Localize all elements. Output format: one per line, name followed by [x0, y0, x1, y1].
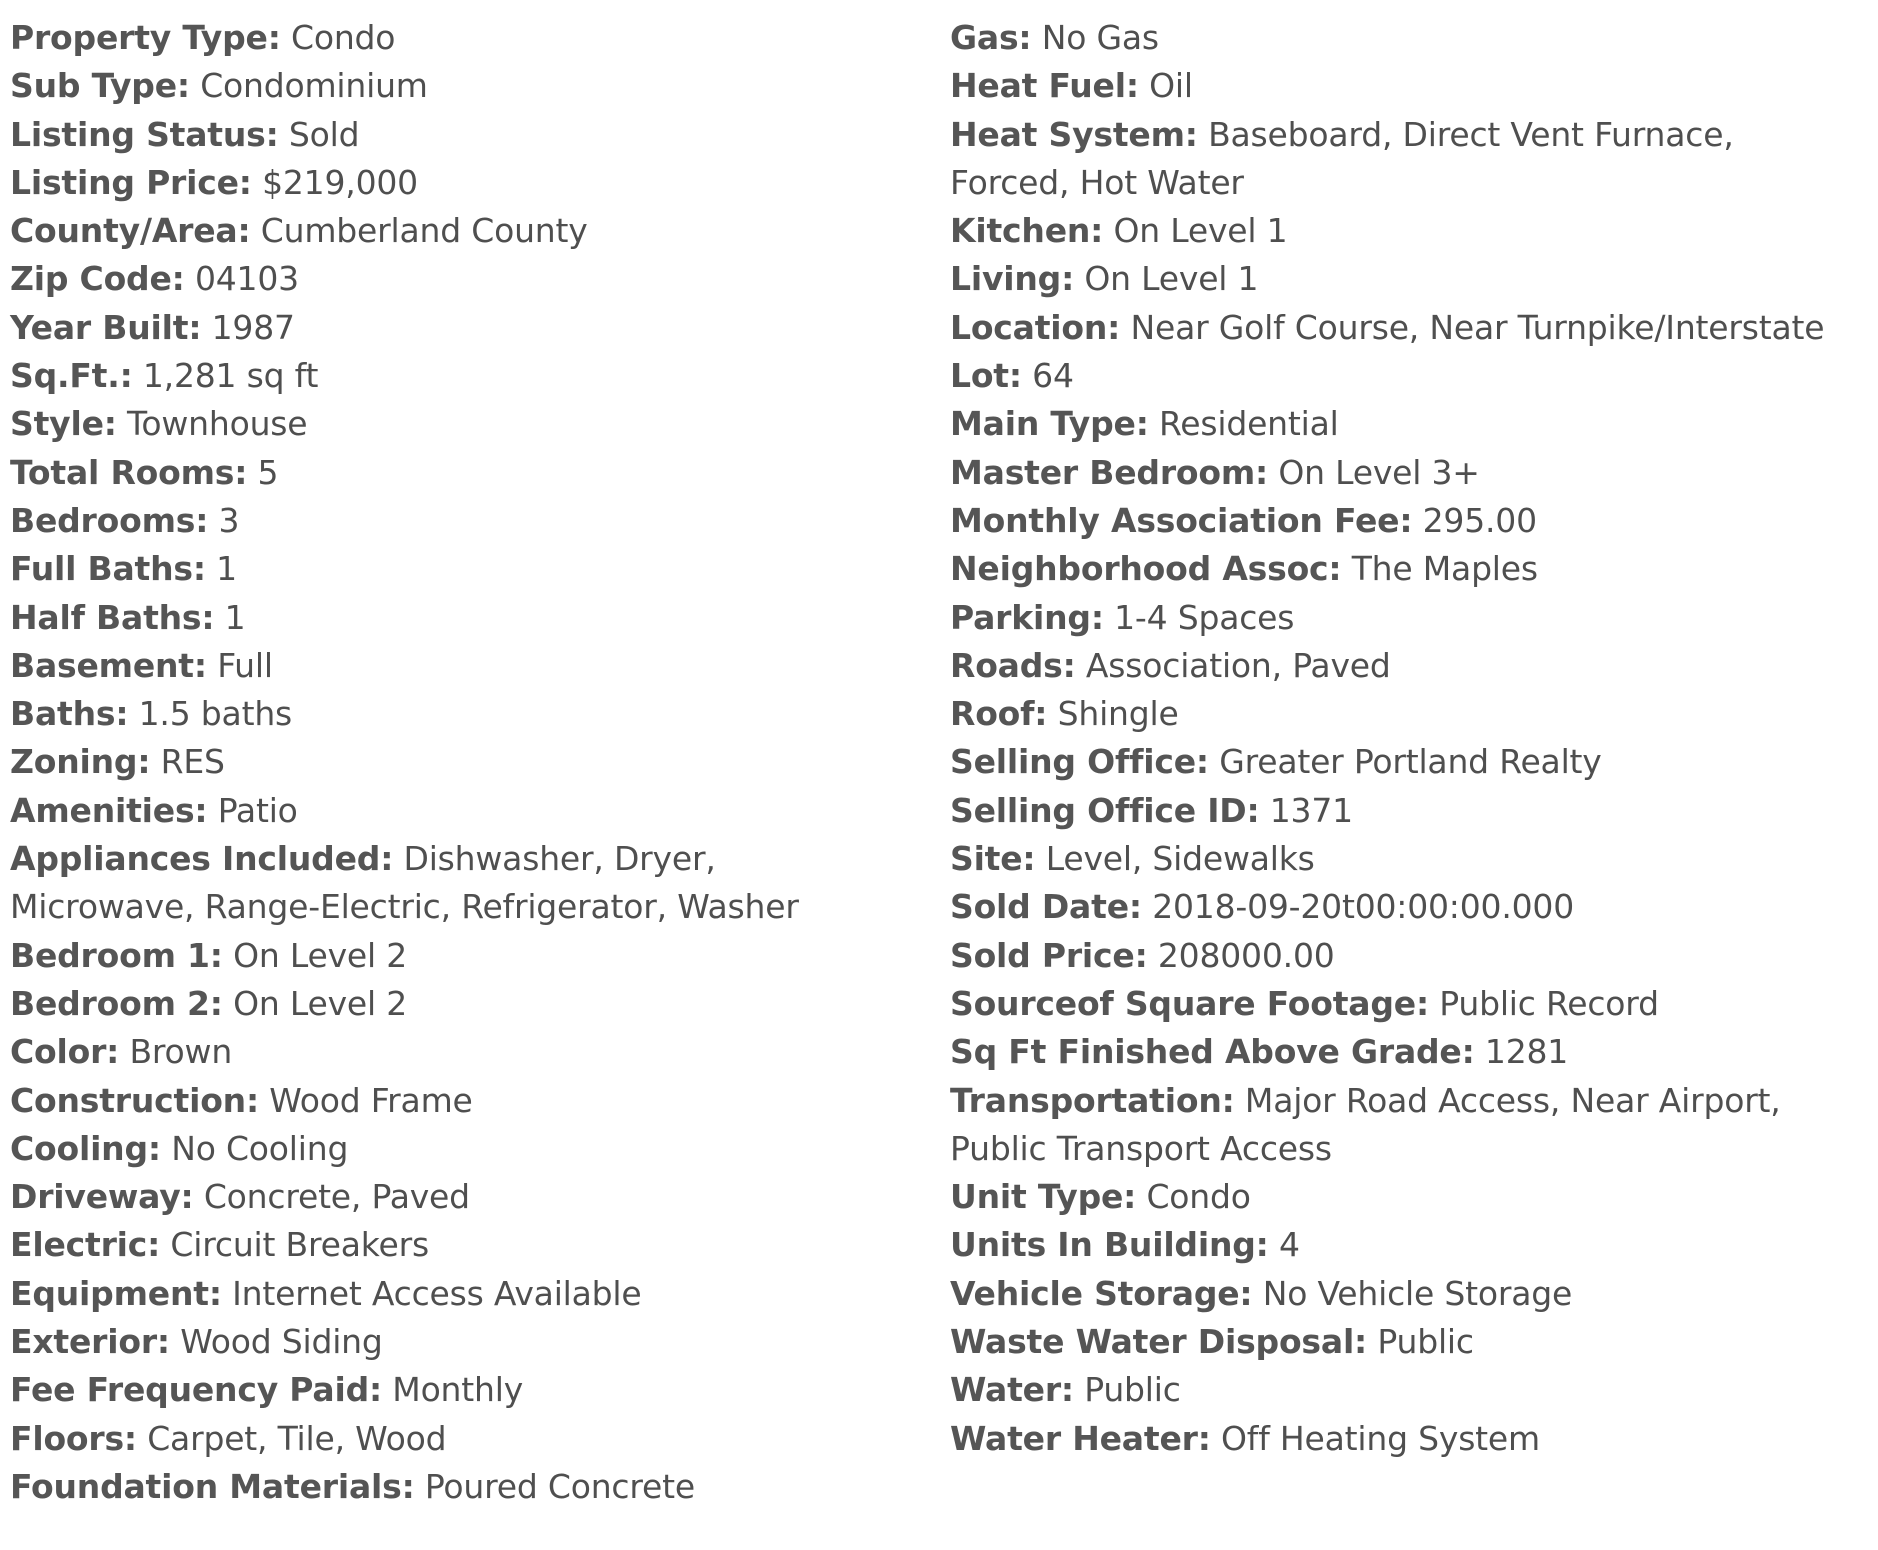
detail-amenities: [10, 787, 870, 835]
detail-value: 04103: [194, 259, 299, 299]
detail-label: Unit Type:: [950, 1177, 1137, 1217]
detail-label: Equipment:: [10, 1273, 222, 1313]
detail-color: [10, 1028, 870, 1076]
detail-value: Patio: [217, 790, 298, 830]
detail-label: Lot:: [950, 356, 1022, 396]
detail-label: Baths:: [10, 694, 129, 734]
detail-value: 1: [224, 597, 246, 637]
detail-gas: [950, 14, 1850, 62]
detail-lot: [950, 352, 1850, 400]
detail-value: Greater Portland Realty: [1219, 742, 1602, 782]
detail-label: Neighborhood Assoc:: [950, 549, 1342, 589]
detail-value: Public: [1084, 1370, 1181, 1410]
detail-value: Condo: [291, 18, 396, 57]
detail-site: [950, 835, 1850, 883]
detail-value: No Vehicle Storage: [1262, 1273, 1573, 1313]
detail-value: 1.5 baths: [138, 694, 293, 734]
detail-selling-office: [950, 738, 1850, 786]
detail-value: Condominium: [200, 66, 428, 106]
detail-label: Location:: [950, 307, 1121, 347]
detail-label: County/Area:: [10, 211, 251, 251]
property-details: [10, 14, 1860, 1511]
detail-label: Selling Office ID:: [950, 790, 1260, 830]
detail-value: The Maples: [1351, 549, 1538, 589]
detail-label: Fee Frequency Paid:: [10, 1370, 382, 1410]
detail-value: Townhouse: [127, 404, 308, 444]
detail-listing-price: [10, 159, 870, 207]
detail-label: Appliances Included:: [10, 839, 394, 879]
detail-bedrooms: [10, 497, 870, 545]
detail-waste-water-disposal: [950, 1318, 1850, 1366]
detail-label: Full Baths:: [10, 549, 206, 589]
detail-vehicle-storage: [950, 1270, 1850, 1318]
detail-label: Cooling:: [10, 1128, 161, 1168]
detail-label: Amenities:: [10, 790, 208, 830]
detail-value: Baseboard, Direct Vent Furnace, Forced, Hot Water: [950, 114, 1734, 202]
detail-label: Property Type:: [10, 18, 281, 57]
detail-value: Cumberland County: [260, 211, 588, 251]
detail-value: Dishwasher, Dryer, Microwave, Range-Electric, Refrigerator, Washer: [10, 839, 799, 927]
detail-zip-code: [10, 255, 870, 303]
detail-label: Sold Date:: [950, 887, 1142, 927]
detail-foundation-materials: [10, 1463, 870, 1511]
detail-label: Color:: [10, 1032, 120, 1072]
detail-value: Internet Access Available: [232, 1273, 642, 1313]
detail-location: [950, 304, 1850, 352]
detail-equipment: [10, 1270, 870, 1318]
detail-label: Listing Price:: [10, 162, 252, 202]
detail-sq-ft-finished-above-grade: [950, 1028, 1850, 1076]
detail-transportation: [950, 1077, 1850, 1174]
detail-value: 64: [1032, 356, 1074, 396]
detail-listing-status: [10, 111, 870, 159]
detail-total-rooms: [10, 449, 870, 497]
detail-appliances-included: [10, 835, 870, 932]
detail-label: Zip Code:: [10, 259, 185, 299]
detail-source-of-square-footage: [950, 980, 1850, 1028]
detail-value: Level, Sidewalks: [1045, 839, 1315, 879]
detail-electric: [10, 1221, 870, 1269]
detail-label: Heat System:: [950, 114, 1198, 154]
detail-sub-type: [10, 62, 870, 110]
detail-label: Roads:: [950, 645, 1076, 685]
detail-label: Construction:: [10, 1080, 259, 1120]
detail-property-type: [10, 14, 870, 62]
detail-label: Parking:: [950, 597, 1104, 637]
detail-value: Wood Frame: [269, 1080, 473, 1120]
detail-value: Residential: [1159, 404, 1339, 444]
detail-heat-fuel: [950, 62, 1850, 110]
property-details-left-column: [10, 14, 950, 1511]
detail-value: Wood Siding: [180, 1322, 383, 1362]
detail-construction: [10, 1077, 870, 1125]
detail-value: Condo: [1146, 1177, 1251, 1217]
detail-value: 1371: [1269, 790, 1353, 830]
detail-half-baths: [10, 594, 870, 642]
detail-value: Major Road Access, Near Airport, Public Transport Access: [950, 1080, 1781, 1168]
detail-value: 1987: [211, 307, 295, 347]
detail-label: Bedroom 2:: [10, 983, 223, 1023]
detail-monthly-association-fee: [950, 497, 1850, 545]
detail-value: 5: [257, 452, 279, 492]
detail-value: On Level 1: [1084, 259, 1259, 299]
detail-neighborhood-assoc: [950, 545, 1850, 593]
detail-roads: [950, 642, 1850, 690]
detail-value: No Gas: [1041, 18, 1159, 57]
property-details-right-column: [950, 14, 1860, 1463]
detail-unit-type: [950, 1173, 1850, 1221]
detail-value: 295.00: [1422, 500, 1537, 540]
detail-label: Sub Type:: [10, 66, 190, 106]
detail-value: Association, Paved: [1085, 645, 1391, 685]
detail-label: Heat Fuel:: [950, 66, 1139, 106]
detail-bedroom-2: [10, 980, 870, 1028]
detail-value: RES: [160, 742, 225, 782]
detail-label: Sold Price:: [950, 935, 1148, 975]
detail-value: On Level 2: [233, 935, 408, 975]
detail-full-baths: [10, 545, 870, 593]
detail-label: Vehicle Storage:: [950, 1273, 1253, 1313]
detail-living: [950, 255, 1850, 303]
detail-label: Sq Ft Finished Above Grade:: [950, 1032, 1475, 1072]
detail-label: Half Baths:: [10, 597, 215, 637]
detail-value: 1-4 Spaces: [1114, 597, 1295, 637]
detail-value: Circuit Breakers: [170, 1225, 429, 1265]
detail-water: [950, 1366, 1850, 1414]
detail-value: Carpet, Tile, Wood: [147, 1418, 447, 1458]
detail-value: No Cooling: [171, 1128, 349, 1168]
detail-label: Main Type:: [950, 404, 1149, 444]
detail-value: Poured Concrete: [424, 1466, 695, 1506]
detail-label: Style:: [10, 404, 117, 444]
detail-label: Foundation Materials:: [10, 1466, 415, 1506]
detail-floors: [10, 1415, 870, 1463]
detail-value: 4: [1278, 1225, 1300, 1265]
detail-label: Zoning:: [10, 742, 151, 782]
detail-value: 1,281 sq ft: [142, 356, 319, 396]
detail-main-type: [950, 400, 1850, 448]
detail-label: Selling Office:: [950, 742, 1209, 782]
detail-sq-ft: [10, 352, 870, 400]
detail-value: Public: [1377, 1322, 1474, 1362]
detail-zoning: [10, 738, 870, 786]
detail-units-in-building: [950, 1221, 1850, 1269]
detail-label: Roof:: [950, 694, 1048, 734]
detail-label: Driveway:: [10, 1177, 194, 1217]
detail-value: On Level 3+: [1278, 452, 1480, 492]
detail-cooling: [10, 1125, 870, 1173]
detail-value: Public Record: [1439, 983, 1659, 1023]
detail-parking: [950, 594, 1850, 642]
detail-basement: [10, 642, 870, 690]
detail-value: Brown: [129, 1032, 233, 1072]
detail-label: Electric:: [10, 1225, 161, 1265]
detail-label: Units In Building:: [950, 1225, 1269, 1265]
detail-water-heater: [950, 1415, 1850, 1463]
detail-value: 1: [216, 549, 237, 589]
detail-value: Oil: [1149, 66, 1193, 106]
detail-sold-date: [950, 883, 1850, 931]
detail-value: 1281: [1484, 1032, 1569, 1072]
detail-label: Site:: [950, 839, 1036, 879]
detail-county-area: [10, 207, 870, 255]
detail-label: Transportation:: [950, 1080, 1235, 1120]
detail-label: Master Bedroom:: [950, 452, 1269, 492]
detail-label: Living:: [950, 259, 1075, 299]
detail-bedroom-1: [10, 932, 870, 980]
detail-label: Bedroom 1:: [10, 935, 223, 975]
detail-label: Kitchen:: [950, 211, 1104, 251]
detail-value: Monthly: [392, 1370, 524, 1410]
detail-value: 3: [218, 500, 240, 540]
detail-label: Water Heater:: [950, 1418, 1211, 1458]
detail-value: $219,000: [262, 162, 418, 202]
detail-label: Listing Status:: [10, 114, 279, 154]
detail-label: Floors:: [10, 1418, 137, 1458]
detail-style: [10, 400, 870, 448]
detail-value: 2018-09-20t00:00:00.000: [1152, 887, 1574, 927]
detail-fee-frequency-paid: [10, 1366, 870, 1414]
detail-exterior: [10, 1318, 870, 1366]
detail-label: Sq.Ft.:: [10, 356, 133, 396]
detail-label: Exterior:: [10, 1322, 170, 1362]
detail-value: Off Heating System: [1221, 1418, 1540, 1458]
detail-value: Full: [217, 645, 273, 685]
detail-label: Gas:: [950, 18, 1032, 57]
detail-label: Total Rooms:: [10, 452, 248, 492]
detail-sold-price: [950, 932, 1850, 980]
detail-selling-office-id: [950, 787, 1850, 835]
detail-value: Concrete, Paved: [203, 1177, 470, 1217]
detail-value: Shingle: [1057, 694, 1179, 734]
detail-value: Sold: [288, 114, 360, 154]
detail-label: Year Built:: [10, 307, 202, 347]
detail-heat-system: [950, 111, 1850, 208]
detail-label: Basement:: [10, 645, 207, 685]
detail-roof: [950, 690, 1850, 738]
detail-driveway: [10, 1173, 870, 1221]
detail-label: Sourceof Square Footage:: [950, 983, 1429, 1023]
detail-value: On Level 1: [1113, 211, 1288, 251]
detail-value: Near Golf Course, Near Turnpike/Interstate: [1130, 307, 1825, 347]
detail-baths: [10, 690, 870, 738]
detail-label: Waste Water Disposal:: [950, 1322, 1368, 1362]
detail-master-bedroom: [950, 449, 1850, 497]
detail-year-built: [10, 304, 870, 352]
detail-label: Monthly Association Fee:: [950, 500, 1413, 540]
detail-label: Water:: [950, 1370, 1074, 1410]
detail-label: Bedrooms:: [10, 500, 209, 540]
detail-value: 208000.00: [1157, 935, 1335, 975]
detail-value: On Level 2: [233, 983, 408, 1023]
detail-kitchen: [950, 207, 1850, 255]
